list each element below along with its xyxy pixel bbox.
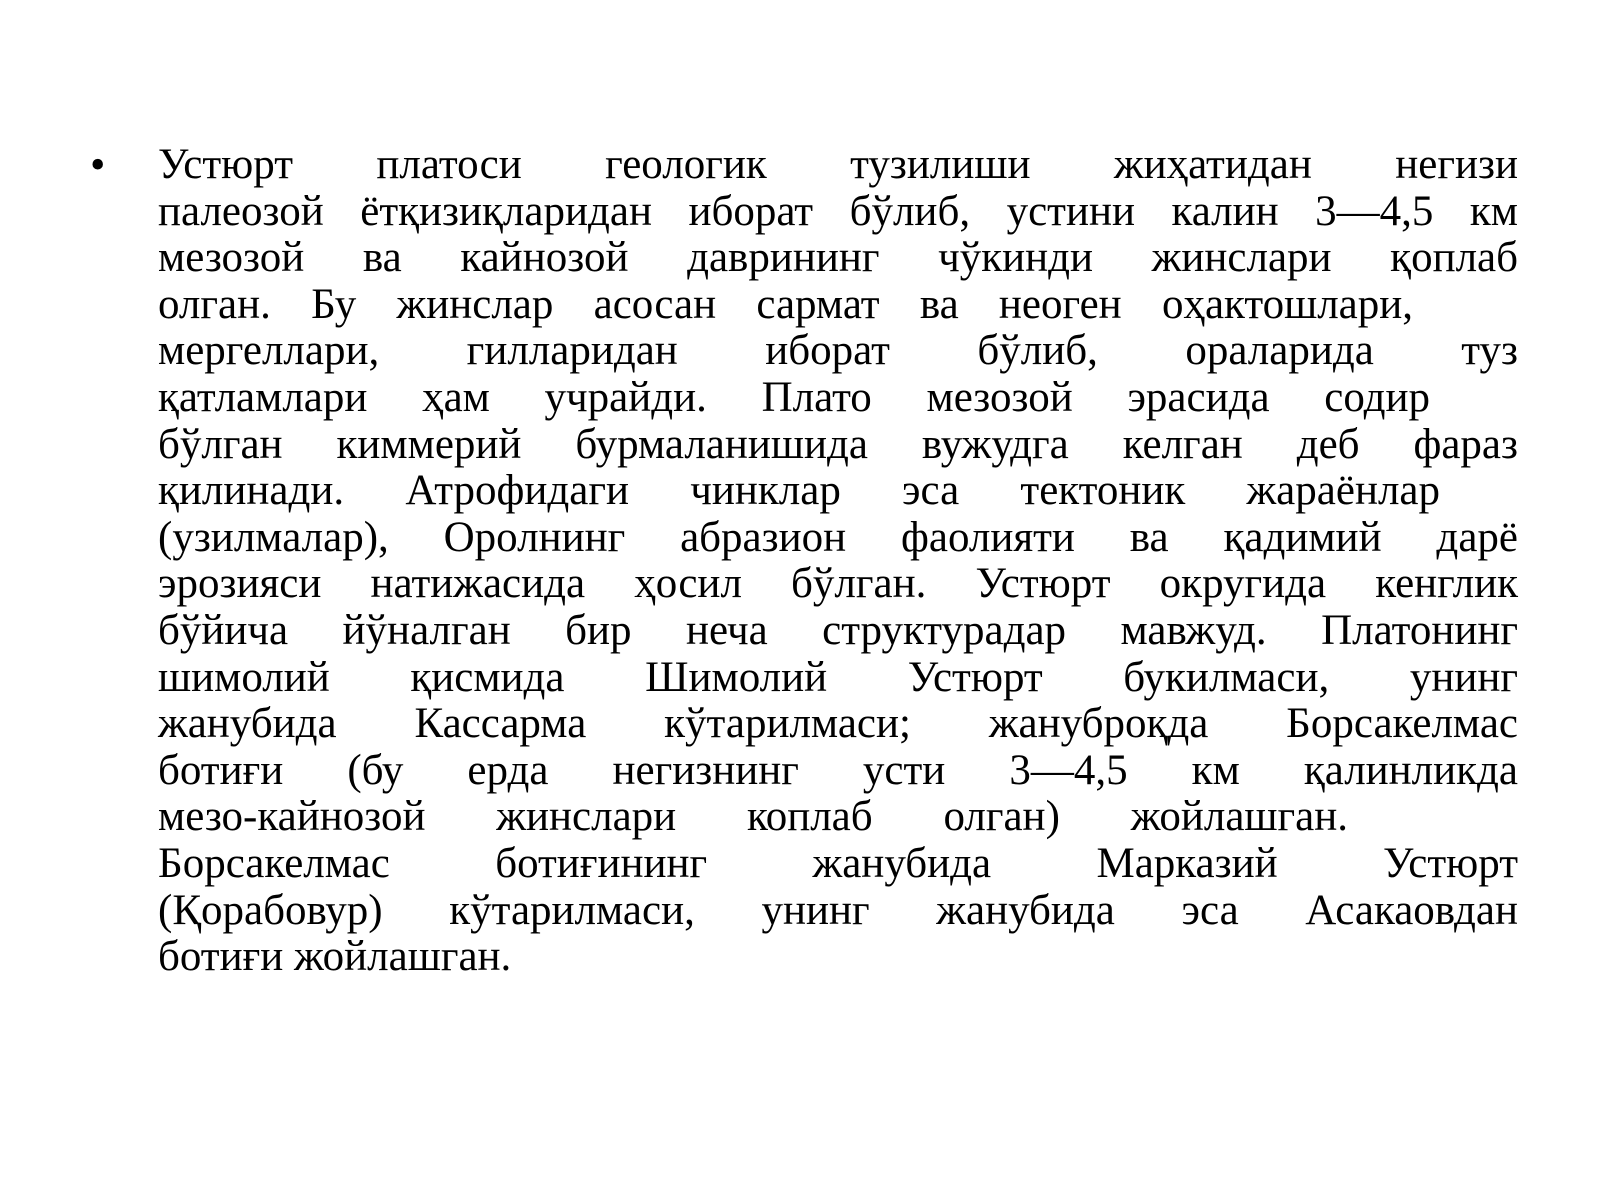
paragraph-line: мезозой ва кайнозой даврининг чўкинди жинслари қоплаб <box>158 234 1518 282</box>
paragraph-line: ботиғи (бу ерда негизнинг усти 3—4,5 км қалинликда <box>158 746 1518 794</box>
paragraph-line: қилинади. Атрофидаги чинклар эса тектоник жараёнлар <box>158 467 1440 515</box>
paragraph-line: Устюрт платоси геологик тузилиши жиҳатидан негизи <box>158 141 1518 188</box>
paragraph-line: мезо-кайнозой жинслари коплаб олган) жойлашган. <box>158 793 1348 841</box>
paragraph-text <box>158 142 1518 981</box>
paragraph-line: (узилмалар), Оролнинг абразион фаолияти ва қадимий дарё <box>158 513 1518 561</box>
paragraph-line: жанубида Кассарма кўтарилмаси; жануброқда Борсакелмас <box>158 700 1518 748</box>
paragraph-line: олган. Бу жинслар асосан сармат ва неоген оҳактошлари, <box>158 280 1413 328</box>
paragraph-line: ботиғи жойлашган. <box>158 933 512 981</box>
paragraph-line: шимолий қисмида Шимолий Устюрт букилмаси, унинг <box>158 653 1518 701</box>
paragraph-line: эрозияси натижасида ҳосил бўлган. Устюрт округида кенглик <box>158 560 1518 608</box>
paragraph-line: бўлган киммерий бурмаланишида вужудга келган деб фараз <box>158 420 1518 468</box>
paragraph-line: палеозой ётқизиқларидан иборат бўлиб, устини калин 3—4,5 км <box>158 187 1518 235</box>
paragraph-line: бўйича йўналган бир неча структурадар мавжуд. Платонинг <box>158 606 1518 654</box>
paragraph-line: мергеллари, гилларидан иборат бўлиб, ораларида туз <box>158 327 1518 375</box>
paragraph-line: Борсакелмас ботиғининг жанубида Марказий Устюрт <box>158 839 1518 887</box>
paragraph-line: қатламлари ҳам учрайди. Плато мезозой эрасида содир <box>158 373 1430 421</box>
bullet-icon: • <box>90 140 106 189</box>
paragraph-line: (Қорабовур) кўтарилмаси, унинг жанубида эса Асакаовдан <box>158 886 1518 934</box>
